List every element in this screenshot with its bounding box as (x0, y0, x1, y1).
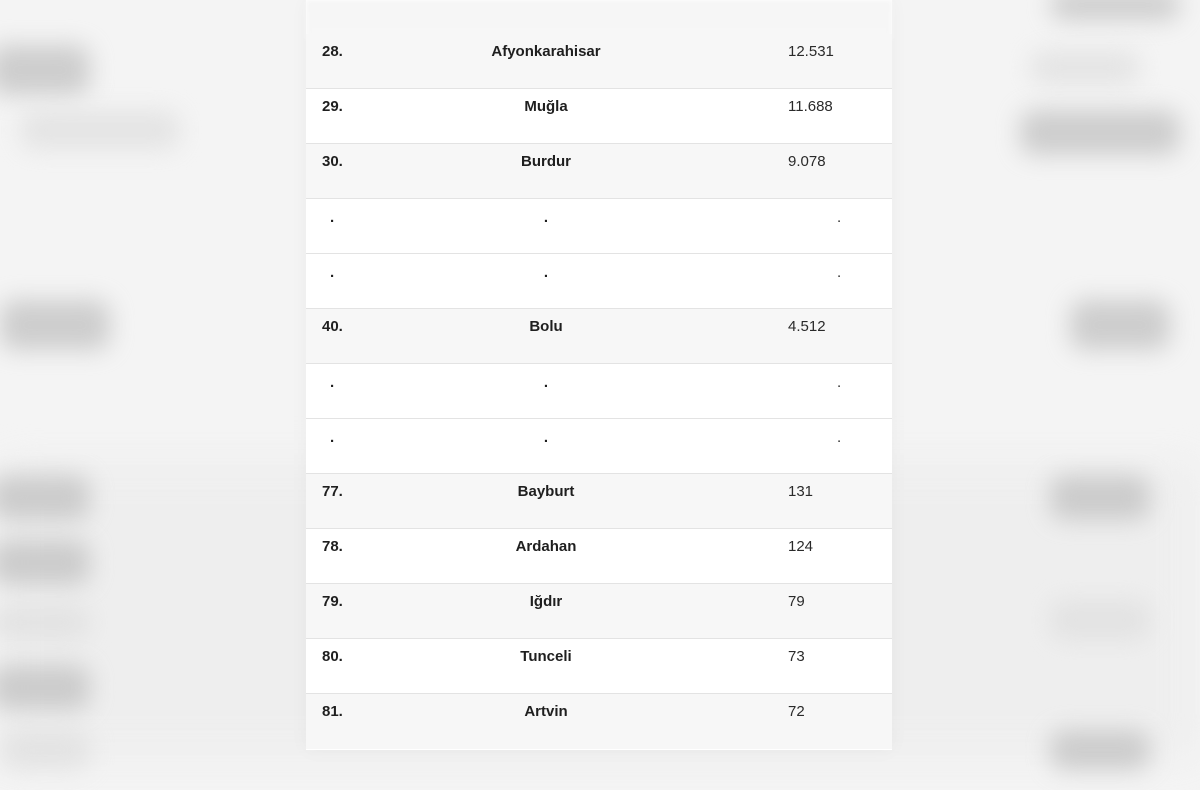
row-province: . (543, 429, 549, 446)
background-blur-block (1050, 0, 1180, 20)
row-province: Burdur (521, 153, 571, 170)
row-value: 73 (788, 648, 805, 665)
table-row-ellipsis (306, 254, 892, 309)
row-province: Artvin (524, 703, 568, 720)
table-row (306, 144, 892, 199)
row-rank: 30. (322, 153, 343, 170)
background-blur-block (0, 665, 90, 710)
row-province: Iğdır (529, 593, 563, 610)
background-blur-block (1030, 50, 1140, 85)
row-value: 12.531 (788, 43, 834, 60)
row-value: 4.512 (788, 318, 826, 335)
background-blur-block (1070, 300, 1170, 350)
row-province: Bayburt (517, 483, 575, 500)
row-rank: 81. (322, 703, 343, 720)
row-rank: 40. (322, 318, 343, 335)
row-province: Muğla (524, 98, 568, 115)
row-value: 11.688 (788, 98, 833, 115)
table-row (306, 694, 892, 749)
background-blur-block (0, 45, 90, 95)
table-row-ellipsis (306, 364, 892, 419)
ranking-table-panel (306, 0, 892, 750)
row-value: 72 (788, 703, 805, 720)
row-rank: . (330, 209, 335, 226)
row-rank: . (330, 429, 335, 446)
row-rank: . (330, 374, 335, 391)
background-blur-block (0, 540, 90, 585)
row-rank: 78. (322, 538, 343, 555)
row-rank: 80. (322, 648, 343, 665)
row-value: . (837, 209, 842, 226)
row-value: 9.078 (788, 153, 826, 170)
table-row (306, 309, 892, 364)
row-province: Bolu (529, 318, 563, 335)
table-row (306, 639, 892, 694)
background-blur-block (0, 730, 90, 770)
row-province: Afyonkarahisar (491, 43, 601, 60)
table-row (306, 474, 892, 529)
row-value: . (837, 429, 842, 446)
table-row-ellipsis (306, 419, 892, 474)
background-blur-block (0, 475, 90, 520)
background-blur-block (20, 110, 180, 150)
row-rank: 77. (322, 483, 343, 500)
row-province: Ardahan (515, 538, 577, 555)
background-blur-block (1050, 730, 1150, 770)
row-rank: 79. (322, 593, 343, 610)
background-blur-block (0, 300, 110, 350)
row-rank: 29. (322, 98, 343, 115)
background-blur-block (0, 605, 90, 640)
table-row (306, 529, 892, 584)
background-blur-block (1050, 600, 1150, 640)
background-blur-block (1050, 475, 1150, 520)
table-row-ellipsis (306, 199, 892, 254)
row-value: 79 (788, 593, 805, 610)
row-rank: 28. (322, 43, 343, 60)
background-blur-block (1020, 110, 1180, 155)
row-province: . (543, 209, 549, 226)
row-rank: . (330, 264, 335, 281)
table-row (306, 89, 892, 144)
row-province: Tunceli (520, 648, 572, 665)
row-province: . (543, 374, 549, 391)
row-value: 131 (788, 483, 814, 500)
row-province: . (543, 264, 549, 281)
row-value: 124 (788, 538, 814, 555)
row-value: . (837, 374, 842, 391)
row-value: . (837, 264, 842, 281)
ranking-table (306, 34, 892, 749)
table-row (306, 584, 892, 639)
table-row (306, 34, 892, 89)
